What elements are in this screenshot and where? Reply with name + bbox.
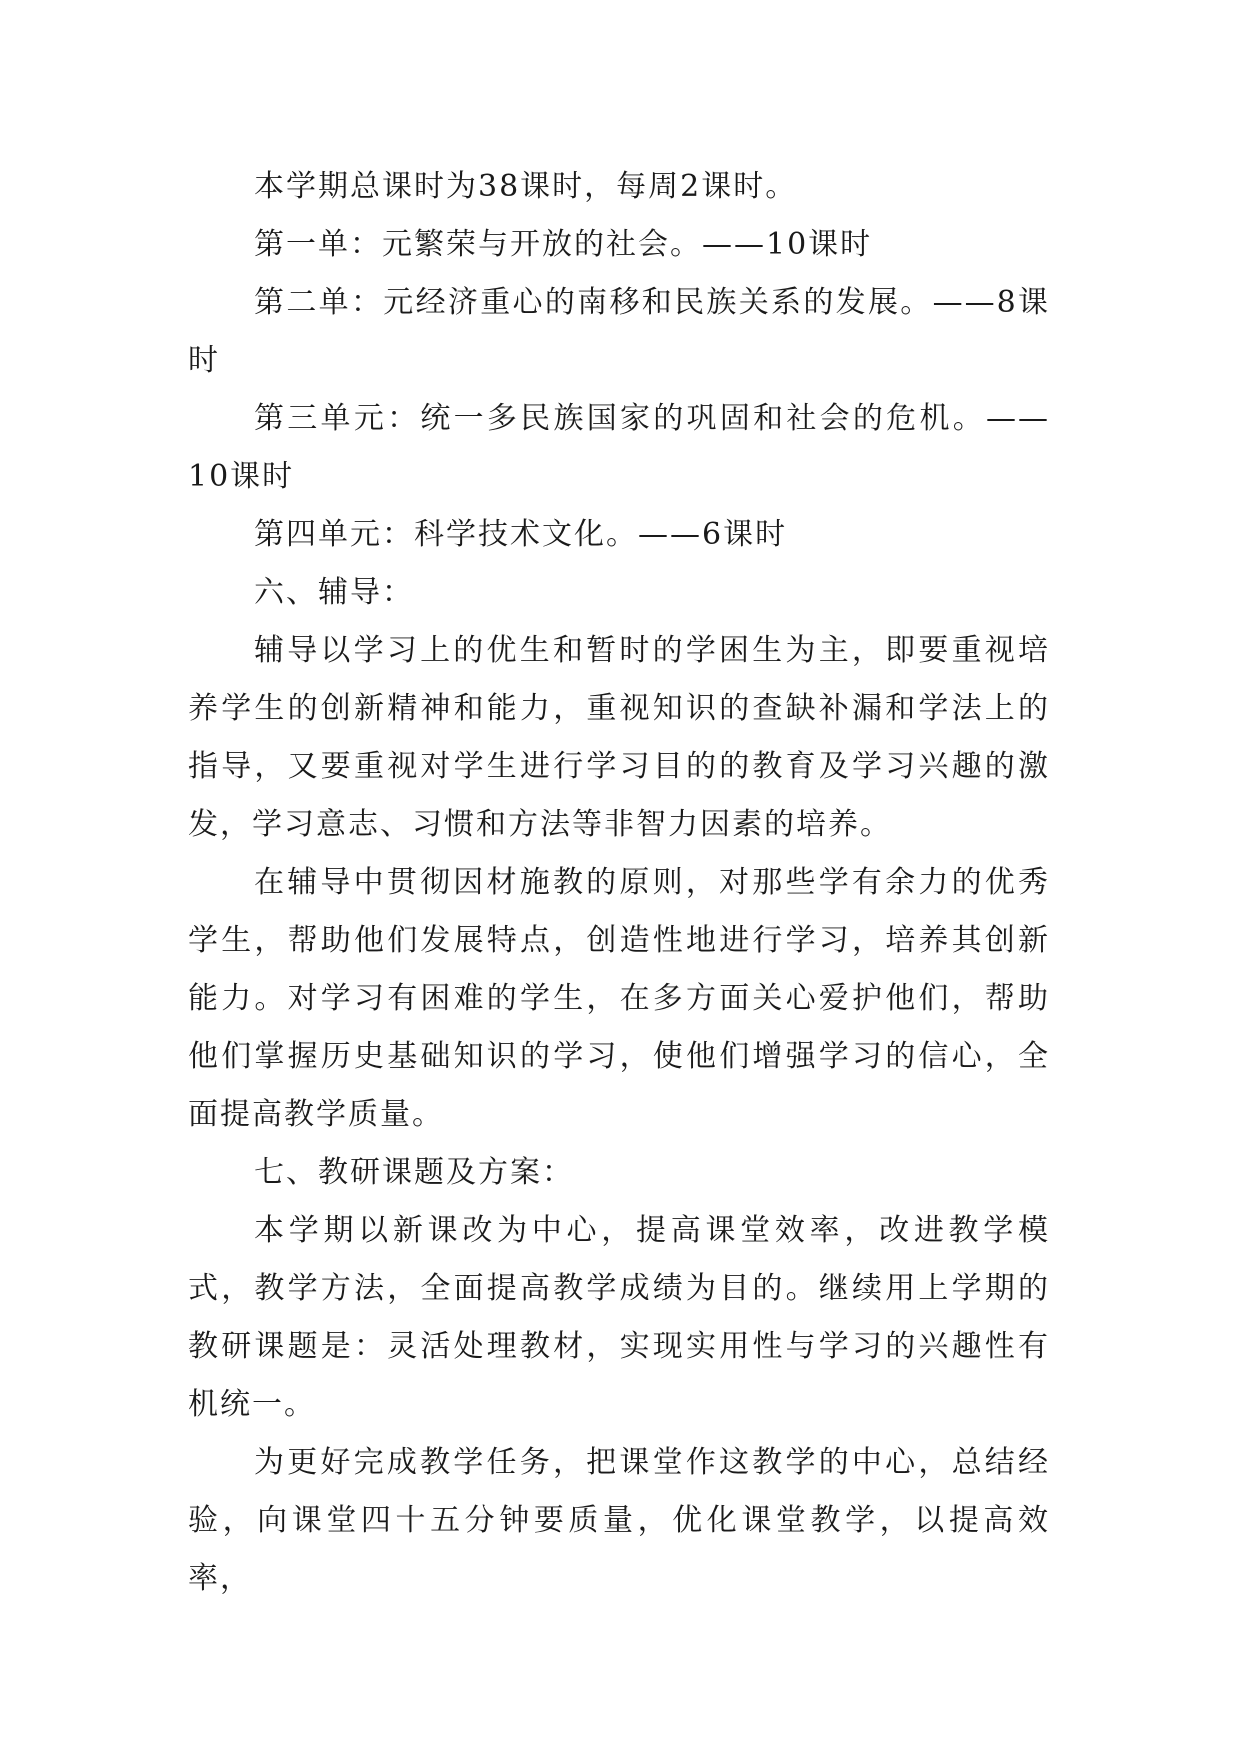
paragraph-unit-4: 第四单元：科学技术文化。——6课时 — [254, 517, 788, 552]
paragraph-research-2: 为更好完成教学任务，把课堂作这教学的中心，总结经验，向课堂四十五分钟要质量，优化课堂教学，以提高效率， — [188, 1445, 1050, 1596]
paragraph-tutoring-2: 在辅导中贯彻因材施教的原则，对那些学有余力的优秀学生，帮助他们发展特点，创造性地进行学习，培养其创新能力。对学习有困难的学生，在多方面关心爱护他们，帮助他们掌握历史基础知识的学习，使他们增强学习的信心，全面提高教学质量。 — [188, 865, 1050, 1132]
document-body — [188, 158, 1050, 1608]
paragraph-tutoring-1: 辅导以学习上的优生和暂时的学困生为主，即要重视培养学生的创新精神和能力，重视知识的查缺补漏和学法上的指导，又要重视对学生进行学习目的的教育及学习兴趣的激发，学习意志、习惯和方法等非智力因素的培养。 — [188, 633, 1050, 842]
paragraph-total-hours: 本学期总课时为38课时，每周2课时。 — [254, 169, 798, 204]
section-heading-research: 七、教研课题及方案： — [254, 1155, 574, 1190]
paragraph-unit-2: 第二单：元经济重心的南移和民族关系的发展。——8课时 — [188, 285, 1050, 378]
paragraph-unit-3: 第三单元：统一多民族国家的巩固和社会的危机。——10课时 — [188, 401, 1050, 494]
paragraph-research-1: 本学期以新课改为中心，提高课堂效率，改进教学模式，教学方法，全面提高教学成绩为目的。继续用上学期的教研课题是：灵活处理教材，实现实用性与学习的兴趣性有机统一。 — [188, 1213, 1050, 1422]
paragraph-unit-1: 第一单：元繁荣与开放的社会。——10课时 — [254, 227, 873, 262]
section-heading-tutoring: 六、辅导： — [254, 575, 414, 610]
